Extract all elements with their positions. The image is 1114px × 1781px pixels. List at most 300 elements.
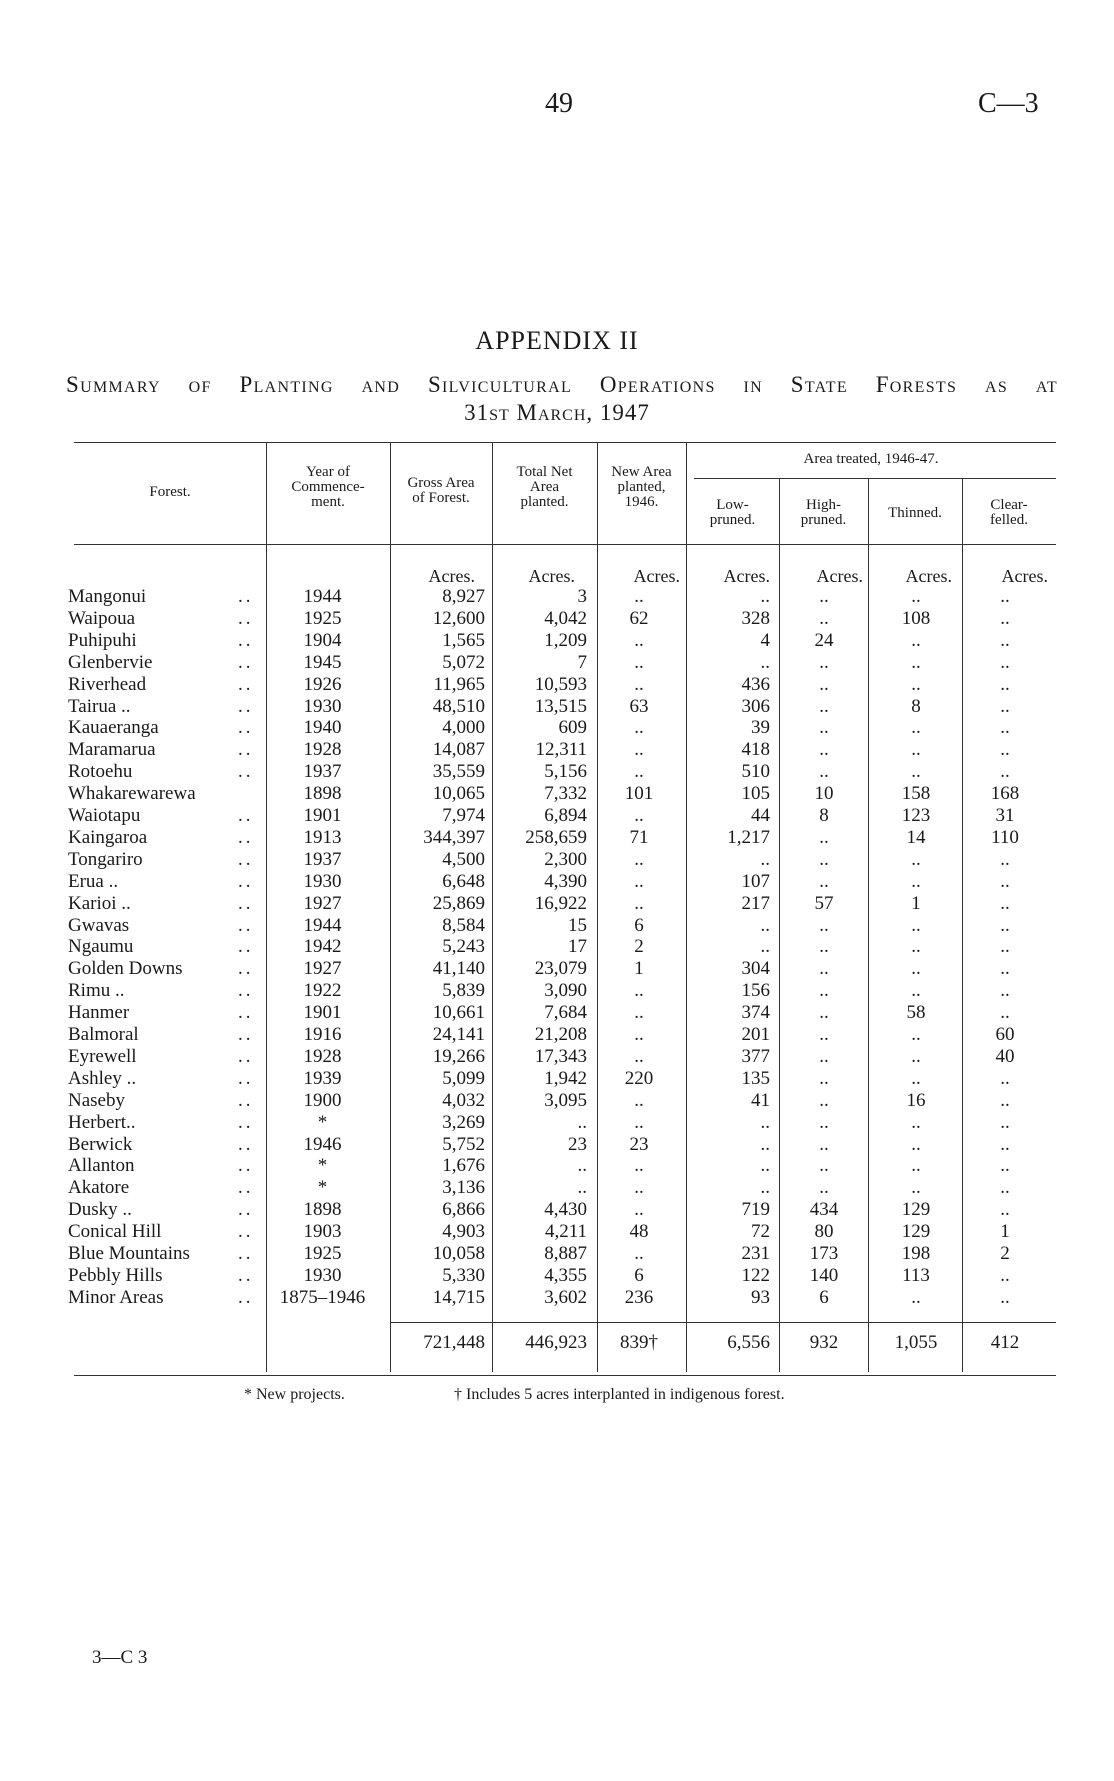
cell-new: 1 [634, 958, 644, 980]
table-row [0, 980, 1114, 1002]
forest-name: Mangonui [68, 586, 147, 607]
cell-high: 173 [809, 1243, 839, 1264]
leader-dots: .. [238, 1177, 254, 1199]
cell-clear: .. [1000, 607, 1010, 629]
cell-low: 436 [741, 673, 770, 695]
cell-low: 135 [741, 1067, 770, 1089]
cell-clear: .. [1000, 980, 1010, 1002]
cell-new: .. [634, 1045, 644, 1067]
cell-year: 1944 [303, 586, 342, 607]
cell-low: 107 [741, 870, 770, 892]
cell-thin: 8 [911, 695, 921, 717]
table-row [0, 1221, 1114, 1243]
table-row [0, 871, 1114, 893]
cell-high: 434 [809, 1199, 839, 1221]
cell-low: 122 [741, 1264, 770, 1286]
cell-clear: 110 [991, 826, 1019, 848]
cell-net: 5,156 [544, 761, 587, 783]
forest-name: Kauaeranga [68, 717, 159, 739]
units-low: Acres. [723, 566, 770, 586]
leader-dots: .. [238, 870, 254, 892]
forest-name: Akatore [68, 1177, 130, 1199]
cell-clear: .. [1000, 892, 1010, 914]
leader-dots: .. [238, 1111, 254, 1133]
header-net-line-1: Total Net [516, 464, 573, 480]
total-new: 839† [620, 1332, 658, 1353]
header-gross-area [390, 476, 492, 506]
cell-gross: 4,903 [442, 1221, 485, 1243]
cell-net: 6,894 [544, 805, 587, 826]
leader-dots: .. [238, 695, 254, 717]
cell-gross: 10,661 [432, 1002, 485, 1024]
cell-new: .. [634, 892, 644, 914]
cell-gross: 5,752 [442, 1133, 485, 1155]
units-thinned: Acres. [905, 566, 952, 586]
cell-high: .. [819, 826, 829, 848]
cell-high: .. [819, 936, 829, 958]
cell-clear: .. [1000, 673, 1010, 695]
cell-gross: 35,559 [432, 761, 485, 783]
cell-low: 418 [741, 739, 770, 761]
cell-high: .. [819, 739, 829, 761]
table-row [0, 674, 1114, 696]
cell-net: 1,942 [544, 1067, 587, 1089]
cell-high: .. [819, 980, 829, 1002]
header-low-line-1: Low- [716, 497, 749, 513]
cell-thin: .. [911, 761, 921, 783]
leader-dots: .. [238, 1045, 254, 1067]
leader-dots: .. [238, 739, 254, 761]
cell-net: 4,390 [544, 870, 587, 892]
cell-year: 1898 [303, 783, 342, 805]
leader-dots: .. [238, 586, 254, 607]
cell-clear: .. [1000, 651, 1010, 673]
leader-dots: .. [238, 1024, 254, 1045]
header-clear-line-1: Clear- [990, 497, 1028, 513]
leader-dots: .. [238, 1199, 254, 1221]
table-row [0, 1090, 1114, 1112]
cell-new: .. [634, 1155, 644, 1177]
forest-name: Dusky .. [68, 1199, 132, 1221]
cell-year: 1930 [303, 695, 342, 717]
area-treated-rule [694, 478, 1056, 479]
cell-year: 1928 [303, 1045, 342, 1067]
cell-new: .. [634, 848, 644, 870]
table-row [0, 849, 1114, 871]
header-year-line-2: Commence- [291, 479, 365, 495]
forest-name: Puhipuhi [68, 629, 137, 651]
cell-high: .. [819, 1089, 829, 1111]
cell-clear: 1 [1000, 1221, 1010, 1243]
cell-new: .. [634, 1111, 644, 1133]
cell-low: 231 [741, 1243, 770, 1264]
cell-gross: 8,584 [442, 914, 485, 936]
cell-high: 57 [814, 892, 834, 914]
cell-clear: 40 [995, 1045, 1015, 1067]
cell-year: 1898 [303, 1199, 342, 1221]
forest-name: Conical Hill [68, 1221, 162, 1243]
cell-high: 24 [814, 629, 834, 651]
cell-high: .. [819, 1133, 829, 1155]
cell-new: 6 [634, 914, 644, 936]
cell-clear: .. [1000, 629, 1010, 651]
cell-net: .. [577, 1177, 587, 1199]
cell-thin: .. [911, 1111, 921, 1133]
cell-low: .. [760, 1155, 770, 1177]
cell-low: 328 [741, 607, 770, 629]
leader-dots: .. [238, 1243, 254, 1264]
cell-year: 1944 [303, 914, 342, 936]
cell-clear: 168 [990, 783, 1020, 805]
forest-name: Hanmer [68, 1002, 130, 1024]
cell-new: 63 [629, 695, 649, 717]
cell-low: 4 [760, 629, 770, 651]
leader-dots: .. [238, 629, 254, 651]
cell-clear: .. [1000, 586, 1010, 607]
cell-year: 1916 [303, 1024, 342, 1045]
leader-dots: .. [238, 1286, 254, 1308]
cell-net: 13,515 [534, 695, 587, 717]
cell-high: .. [819, 958, 829, 980]
leader-dots: .. [238, 848, 254, 870]
table-row [0, 1112, 1114, 1134]
cell-year: 1939 [303, 1067, 342, 1089]
cell-thin: .. [911, 673, 921, 695]
cell-low: .. [760, 936, 770, 958]
header-bottom-rule [74, 544, 1056, 545]
cell-thin: 14 [906, 826, 926, 848]
cell-clear: .. [1000, 1155, 1010, 1177]
cell-net: 17 [568, 936, 587, 958]
document-code: C—3 [978, 88, 1039, 119]
cell-gross: 41,140 [432, 958, 485, 980]
cell-high: .. [819, 695, 829, 717]
table-row [0, 717, 1114, 739]
cell-clear: .. [1000, 1002, 1010, 1024]
cell-net: 3,090 [544, 980, 587, 1002]
cell-net: 17,343 [534, 1045, 587, 1067]
cell-new: 48 [629, 1221, 649, 1243]
cell-clear: .. [1000, 1089, 1010, 1111]
cell-clear: .. [1000, 1111, 1010, 1133]
cell-year: 1900 [303, 1089, 342, 1111]
table-row [0, 915, 1114, 937]
forest-name: Allanton [68, 1155, 135, 1177]
cell-new: .. [634, 1177, 644, 1199]
cell-high: .. [819, 914, 829, 936]
cell-thin: 108 [901, 607, 931, 629]
cell-thin: 158 [901, 783, 931, 805]
forest-name: Kaingaroa [68, 826, 148, 848]
cell-high: .. [819, 1177, 829, 1199]
cell-thin: .. [911, 1177, 921, 1199]
header-high-pruned [779, 498, 868, 528]
cell-net: 7 [577, 651, 587, 673]
cell-year: 1945 [303, 651, 342, 673]
cell-thin: .. [911, 870, 921, 892]
cell-thin: .. [911, 1155, 921, 1177]
cell-high: .. [819, 870, 829, 892]
leader-dots: .. [238, 717, 254, 739]
table-subtitle: Summary of Planting and Silvicultural Operations in State Forests as at [66, 372, 1058, 397]
cell-high: 8 [819, 805, 829, 826]
cell-new: .. [634, 673, 644, 695]
cell-net: 16,922 [534, 892, 587, 914]
cell-year: 1930 [303, 870, 342, 892]
cell-clear: .. [1000, 1264, 1010, 1286]
cell-gross: 24,141 [432, 1024, 485, 1045]
cell-high: .. [819, 717, 829, 739]
cell-gross: 6,866 [442, 1199, 485, 1221]
cell-net: 1,209 [544, 629, 587, 651]
cell-gross: 14,087 [432, 739, 485, 761]
cell-high: .. [819, 651, 829, 673]
cell-net: 258,659 [525, 826, 587, 848]
table-row [0, 586, 1114, 608]
table-row [0, 1177, 1114, 1199]
cell-low: .. [760, 848, 770, 870]
cell-year: 1922 [303, 980, 342, 1002]
cell-low: 510 [741, 761, 770, 783]
cell-high: .. [819, 848, 829, 870]
cell-year: 1925 [303, 607, 342, 629]
cell-high: .. [819, 673, 829, 695]
leader-dots: .. [238, 958, 254, 980]
leader-dots: .. [238, 1089, 254, 1111]
cell-thin: .. [911, 1286, 921, 1308]
cell-high: .. [819, 586, 829, 607]
cell-net: 21,208 [534, 1024, 587, 1045]
cell-net: 12,311 [535, 739, 587, 761]
cell-clear: .. [1000, 761, 1010, 783]
cell-high: .. [819, 1111, 829, 1133]
cell-gross: 14,715 [432, 1286, 485, 1308]
cell-year: 1928 [303, 739, 342, 761]
cell-low: 72 [751, 1221, 770, 1243]
total-low: 6,556 [727, 1332, 770, 1353]
forest-name: Riverhead [68, 673, 147, 695]
cell-thin: .. [911, 914, 921, 936]
page-number: 49 [545, 88, 573, 119]
cell-low: 1,217 [727, 826, 770, 848]
cell-low: .. [760, 1133, 770, 1155]
cell-gross: 4,032 [442, 1089, 485, 1111]
forest-name: Golden Downs [68, 958, 183, 980]
cell-thin: .. [911, 651, 921, 673]
cell-gross: 19,266 [432, 1045, 485, 1067]
header-thinned: Thinned. [888, 505, 942, 521]
header-clear-line-2: felled. [990, 512, 1028, 528]
cell-year: * [317, 1155, 328, 1177]
leader-dots: .. [238, 761, 254, 783]
cell-gross: 1,565 [442, 629, 485, 651]
leader-dots: .. [238, 1155, 254, 1177]
cell-clear: .. [1000, 739, 1010, 761]
cell-thin: .. [911, 1024, 921, 1045]
cell-gross: 10,065 [432, 783, 485, 805]
forest-name: Gwavas [68, 914, 130, 936]
appendix-title: APPENDIX II [475, 326, 639, 355]
table-row [0, 1068, 1114, 1090]
cell-thin: .. [911, 1133, 921, 1155]
cell-year: 1927 [303, 892, 342, 914]
cell-year: 1946 [303, 1133, 342, 1155]
table-row [0, 958, 1114, 980]
cell-low: .. [760, 1111, 770, 1133]
units-high: Acres. [816, 566, 863, 586]
cell-gross: 3,136 [442, 1177, 485, 1199]
cell-gross: 4,000 [442, 717, 485, 739]
cell-low: .. [760, 586, 770, 607]
cell-net: 3,095 [544, 1089, 587, 1111]
cell-thin: 16 [906, 1089, 926, 1111]
cell-gross: 25,869 [432, 892, 485, 914]
table-row [0, 1199, 1114, 1221]
units-gross: Acres. [428, 566, 475, 586]
header-forest: Forest. [149, 484, 191, 500]
cell-thin: .. [911, 717, 921, 739]
cell-thin: 123 [901, 805, 931, 826]
footnote-new-projects: * New projects. [244, 1386, 345, 1403]
cell-new: .. [634, 1243, 644, 1264]
cell-low: .. [760, 1177, 770, 1199]
cell-thin: .. [911, 1045, 921, 1067]
cell-thin: 113 [902, 1264, 930, 1286]
table-row [0, 1002, 1114, 1024]
header-high-line-1: High- [806, 497, 841, 513]
cell-new: 62 [629, 607, 649, 629]
cell-thin: 129 [901, 1221, 931, 1243]
header-new-line-2: planted, [617, 479, 666, 495]
cell-clear: .. [1000, 936, 1010, 958]
leader-dots: .. [238, 1067, 254, 1089]
table-row [0, 805, 1114, 827]
cell-gross: 344,397 [423, 826, 485, 848]
cell-thin: 1 [911, 892, 921, 914]
table-row [0, 761, 1114, 783]
table-row [0, 1287, 1114, 1309]
cell-high: 140 [809, 1264, 839, 1286]
forest-name: Rimu .. [68, 980, 125, 1002]
cell-new: .. [634, 586, 644, 607]
table-row [0, 1155, 1114, 1177]
cell-high: .. [819, 1067, 829, 1089]
cell-low: 41 [751, 1089, 770, 1111]
table-row [0, 827, 1114, 849]
units-new: Acres. [633, 566, 680, 586]
cell-clear: .. [1000, 1133, 1010, 1155]
cell-low: 374 [741, 1002, 770, 1024]
header-gross-line-2: of Forest. [412, 490, 470, 506]
cell-new: 6 [634, 1264, 644, 1286]
cell-new: .. [634, 739, 644, 761]
cell-year: 1930 [303, 1264, 342, 1286]
table-row [0, 1046, 1114, 1068]
cell-clear: .. [1000, 1177, 1010, 1199]
leader-dots: .. [238, 1133, 254, 1155]
forest-name: Tairua .. [68, 695, 131, 717]
header-new-line-3: 1946. [624, 494, 659, 510]
header-clear-felled [962, 498, 1056, 528]
forest-name: Erua .. [68, 870, 119, 892]
cell-low: 105 [741, 783, 770, 805]
units-clear: Acres. [1001, 566, 1048, 586]
table-top-rule [74, 442, 1056, 443]
cell-high: 6 [819, 1286, 829, 1308]
header-net-area [492, 465, 597, 510]
cell-low: 201 [741, 1024, 770, 1045]
units-net: Acres. [528, 566, 575, 586]
table-subtitle-date: 31st March, 1947 [464, 400, 650, 425]
cell-net: 4,355 [544, 1264, 587, 1286]
cell-net: 4,042 [544, 607, 587, 629]
cell-new: .. [634, 1089, 644, 1111]
header-net-line-3: planted. [520, 494, 569, 510]
header-area-treated: Area treated, 1946-47. [803, 451, 939, 467]
cell-low: 217 [741, 892, 770, 914]
totals-rule [390, 1322, 1056, 1323]
table-row [0, 652, 1114, 674]
leader-dots: .. [238, 980, 254, 1002]
cell-thin: .. [911, 848, 921, 870]
cell-clear: 60 [995, 1024, 1015, 1045]
table-row [0, 1265, 1114, 1287]
cell-gross: 5,330 [442, 1264, 485, 1286]
cell-net: 8,887 [544, 1243, 587, 1264]
leader-dots: .. [238, 892, 254, 914]
cell-high: 10 [814, 783, 834, 805]
cell-gross: 7,974 [442, 805, 485, 826]
header-net-line-2: Area [529, 479, 560, 495]
forest-name: Berwick [68, 1133, 133, 1155]
total-gross: 721,448 [423, 1332, 485, 1353]
forest-name: Karioi .. [68, 892, 131, 914]
cell-gross: 5,072 [442, 651, 485, 673]
cell-clear: .. [1000, 848, 1010, 870]
leader-dots: .. [238, 607, 254, 629]
cell-year: 1937 [303, 761, 342, 783]
cell-high: .. [819, 607, 829, 629]
cell-year: 1925 [303, 1243, 342, 1264]
cell-low: 306 [741, 695, 770, 717]
cell-gross: 12,600 [432, 607, 485, 629]
forest-name: Blue Mountains [68, 1243, 190, 1264]
cell-net: 4,211 [544, 1221, 587, 1243]
footnote-interplanted: † Includes 5 acres interplanted in indigenous forest. [454, 1386, 785, 1403]
cell-year: 1875–1946 [279, 1286, 366, 1308]
leader-dots: .. [238, 651, 254, 673]
cell-thin: .. [911, 980, 921, 1002]
cell-high: 80 [814, 1221, 834, 1243]
cell-net: 3 [577, 586, 587, 607]
cell-net: 23,079 [534, 958, 587, 980]
cell-high: .. [819, 761, 829, 783]
page-footer: 3—C 3 [92, 1647, 148, 1668]
cell-gross: 5,839 [442, 980, 485, 1002]
leader-dots: .. [238, 1002, 254, 1024]
forest-name: Pebbly Hills [68, 1264, 163, 1286]
header-year-line-1: Year of [306, 464, 350, 480]
cell-gross: 11,965 [433, 673, 485, 695]
cell-net: 23 [568, 1133, 587, 1155]
total-thinned: 1,055 [894, 1332, 938, 1353]
cell-high: .. [819, 1024, 829, 1045]
cell-gross: 3,269 [442, 1111, 485, 1133]
cell-new: 236 [624, 1286, 654, 1308]
cell-clear: 2 [1000, 1243, 1010, 1264]
forest-name: Ashley .. [68, 1067, 137, 1089]
cell-high: .. [819, 1155, 829, 1177]
